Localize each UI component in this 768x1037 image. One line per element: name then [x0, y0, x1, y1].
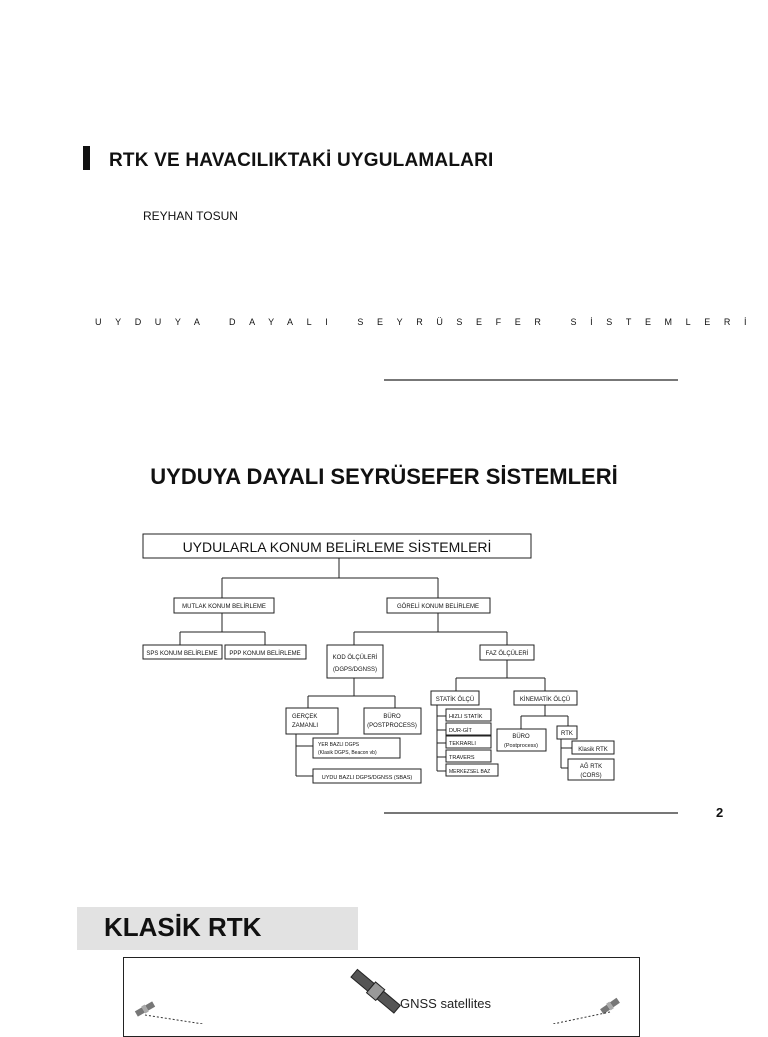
hizli-label: HIZLI STATİK [449, 714, 483, 720]
kod-label-1: KOD ÖLÇÜLERİ [332, 655, 378, 661]
section-heading: UYDUYA DAYALI SEYRÜSEFER SİSTEMLERİ [150, 464, 618, 489]
running-header: UYDUYA DAYALI SEYRÜSEFER SİSTEMLERİ [95, 317, 761, 327]
kinematik-label: KİNEMATİK ÖLÇÜ [519, 697, 571, 703]
tekrarli-label: TEKRARLI [449, 741, 476, 747]
travers-label: TRAVERS [449, 755, 475, 761]
gercek-label-1: GERÇEK [292, 714, 318, 720]
rtk-label: RTK [561, 731, 573, 737]
kod-box [327, 645, 383, 678]
merkezsel-label: MERKEZSEL BAZ [449, 769, 491, 775]
yer-label-1: YER BAZLI DGPS [318, 742, 360, 748]
goreli-label: GÖRELİ KONUM BELİRLEME [396, 604, 480, 610]
page-divider-bottom [384, 812, 678, 814]
rtk-figure [123, 957, 640, 1024]
kburo-label-1: BÜRO [512, 734, 530, 740]
ag-rtk-label-1: AĞ RTK [579, 764, 603, 770]
sps-label: SPS KONUM BELİRLEME [146, 651, 218, 657]
gercek-label-2: ZAMANLI [292, 723, 319, 729]
root-label: UYDULARLA KONUM BELİRLEME SİSTEMLERİ [182, 539, 492, 555]
satellite-left-icon [134, 1001, 155, 1018]
ag-rtk-label-2: (CORS) [580, 773, 602, 779]
statik-label: STATİK ÖLÇÜ [435, 697, 475, 703]
klasik-rtk-heading: KLASİK RTK [104, 912, 262, 942]
yer-label-2: (Klasik DGPS, Beacon vb) [318, 750, 377, 756]
satellite-icon [350, 968, 402, 1015]
mutlak-label: MUTLAK KONUM BELİRLEME [182, 604, 266, 610]
author-name: REYHAN TOSUN [143, 209, 238, 223]
gnss-satellites-label: GNSS satellites [400, 996, 492, 1011]
kod-label-2: (DGPS/DGNSS) [332, 667, 378, 673]
durgit-label: DUR-GİT [449, 728, 472, 734]
kburo-label-2: (Postprocess) [504, 743, 538, 749]
page-number: 2 [716, 805, 724, 820]
buro-label-2: (POSTPROCESS) [367, 723, 417, 729]
document-title: RTK VE HAVACILIKTAKİ UYGULAMALARI [109, 150, 494, 171]
buro-box [364, 708, 421, 734]
ppp-label: PPP KONUM BELİRLEME [229, 651, 301, 657]
gercek-box [286, 708, 338, 734]
klasik-rtk-label: Klasik RTK [578, 747, 608, 753]
uydu-label: UYDU BAZLI DGPS/DGNSS (SBAS) [321, 775, 413, 781]
faz-label: FAZ ÖLÇÜLERİ [485, 651, 529, 657]
buro-label-1: BÜRO [383, 714, 401, 720]
